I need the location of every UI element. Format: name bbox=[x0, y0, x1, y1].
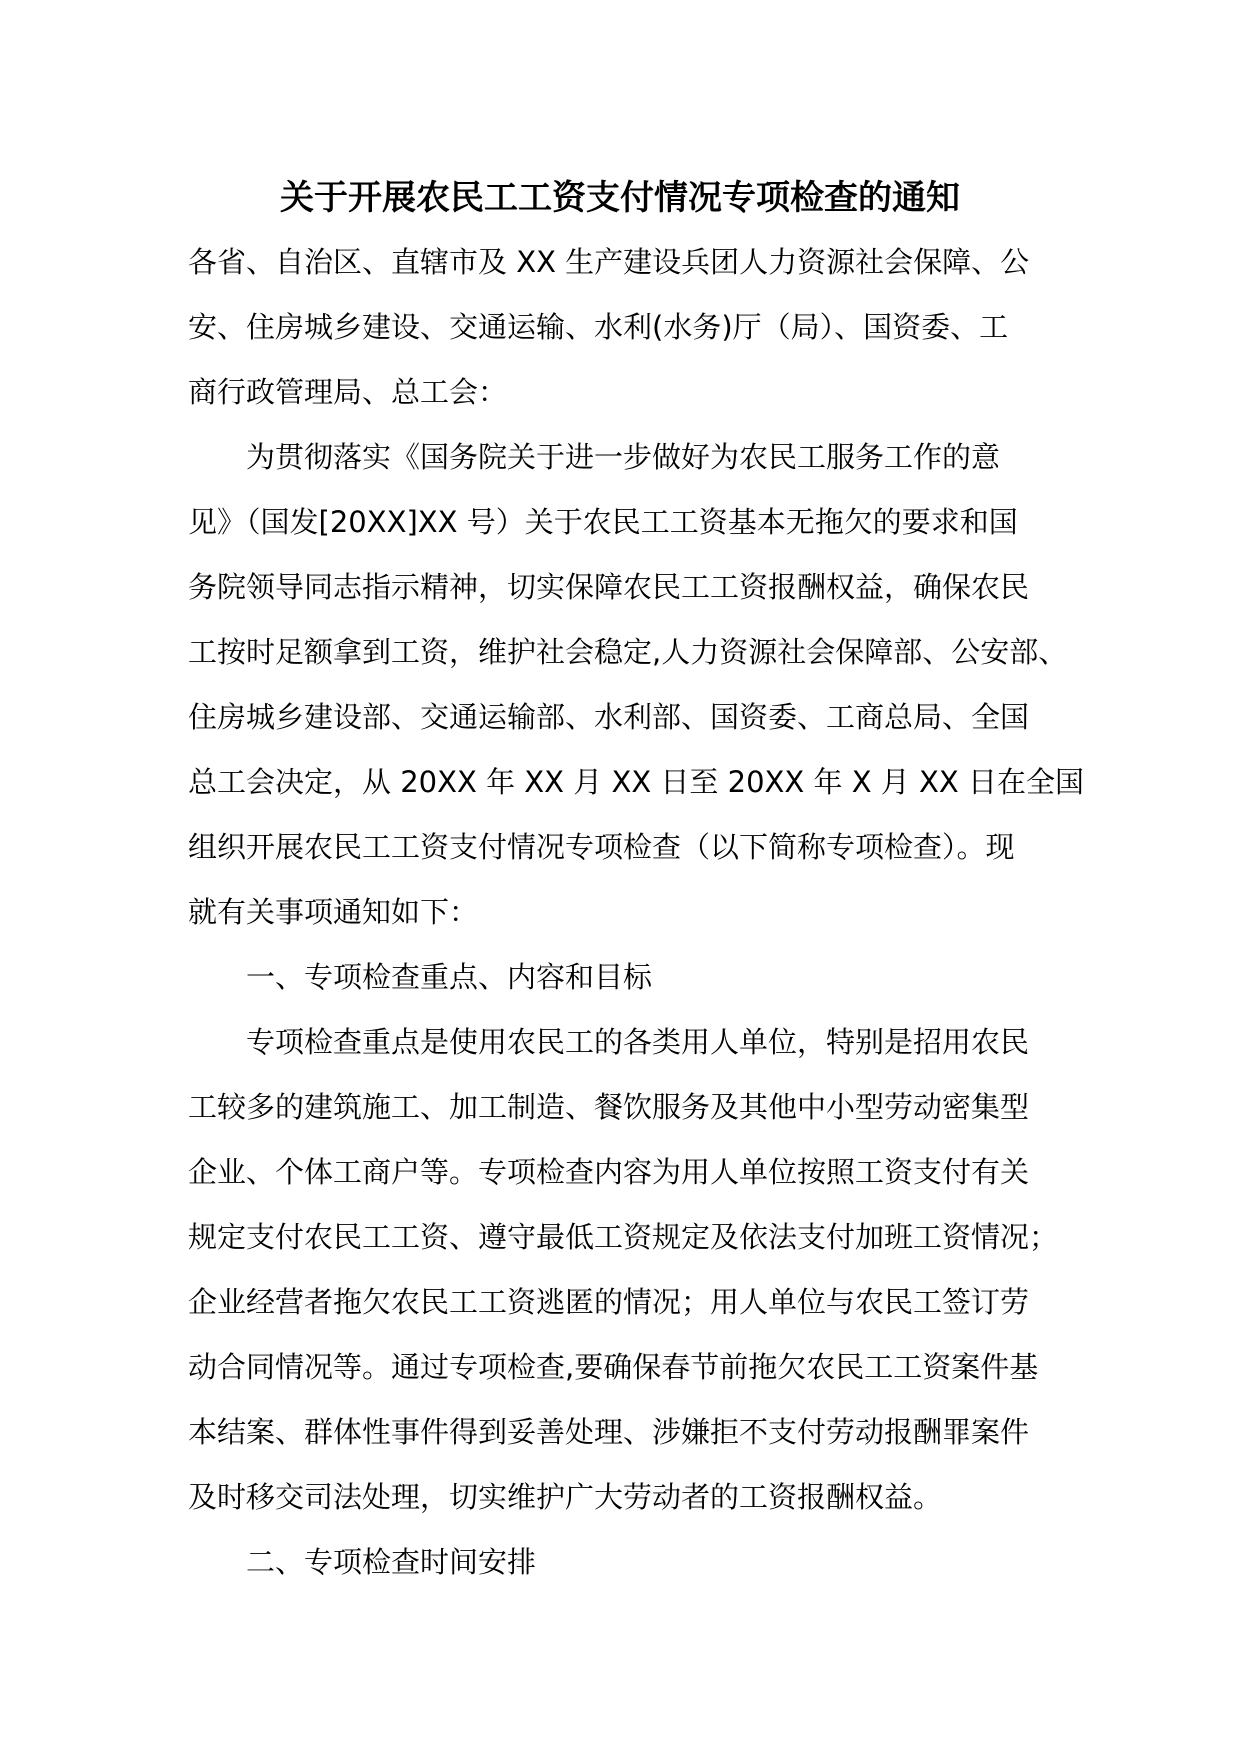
text-line: 组织开展农民工工资支付情况专项检查（以下简称专项检查）。现 bbox=[188, 830, 1015, 864]
text-line: 商行政管理局、总工会： bbox=[188, 375, 508, 409]
text-line: 各省、自治区、直辖市及 XX 生产建设兵团人力资源社会保障、公 bbox=[188, 245, 1030, 279]
text-line: 为贯彻落实《国务院关于进一步做好为农民工服务工作的意 bbox=[246, 440, 1001, 474]
text-line: 住房城乡建设部、交通运输部、水利部、国资委、工商总局、全国 bbox=[188, 700, 1030, 734]
text-line: 动合同情况等。通过专项检查,要确保春节前拖欠农民工工资案件基 bbox=[188, 1350, 1039, 1384]
text-line: 二、专项检查时间安排 bbox=[246, 1545, 537, 1579]
document-title: 关于开展农民工工资支付情况专项检查的通知 bbox=[280, 178, 960, 218]
text-line: 本结案、群体性事件得到妥善处理、涉嫌拒不支付劳动报酬罪案件 bbox=[188, 1415, 1030, 1449]
text-line: 及时移交司法处理，切实维护广大劳动者的工资报酬权益。 bbox=[188, 1480, 943, 1514]
document-body bbox=[188, 241, 1088, 1606]
text-line: 务院领导同志指示精神，切实保障农民工工资报酬权益，确保农民 bbox=[188, 570, 1030, 604]
text-line: 就有关事项通知如下： bbox=[188, 895, 479, 929]
text-line: 企业经营者拖欠农民工工资逃匿的情况；用人单位与农民工签订劳 bbox=[188, 1285, 1030, 1319]
text-line: 工按时足额拿到工资，维护社会稳定,人力资源社会保障部、公安部、 bbox=[188, 635, 1068, 669]
text-line: 工较多的建筑施工、加工制造、餐饮服务及其他中小型劳动密集型 bbox=[188, 1090, 1030, 1124]
text-line: 规定支付农民工工资、遵守最低工资规定及依法支付加班工资情况； bbox=[188, 1220, 1059, 1254]
text-line: 专项检查重点是使用农民工的各类用人单位，特别是招用农民 bbox=[246, 1025, 1030, 1059]
text-line: 见》（国发[20XX]XX 号）关于农民工工资基本无拖欠的要求和国 bbox=[188, 505, 1018, 539]
text-line: 安、住房城乡建设、交通运输、水利(水务)厅（局）、国资委、工 bbox=[188, 310, 1009, 344]
text-line: 总工会决定，从 20XX 年 XX 月 XX 日至 20XX 年 X 月 XX 日在全国 bbox=[188, 765, 1084, 799]
text-line: 企业、个体工商户等。专项检查内容为用人单位按照工资支付有关 bbox=[188, 1155, 1030, 1189]
text-line: 一、专项检查重点、内容和目标 bbox=[246, 960, 653, 994]
